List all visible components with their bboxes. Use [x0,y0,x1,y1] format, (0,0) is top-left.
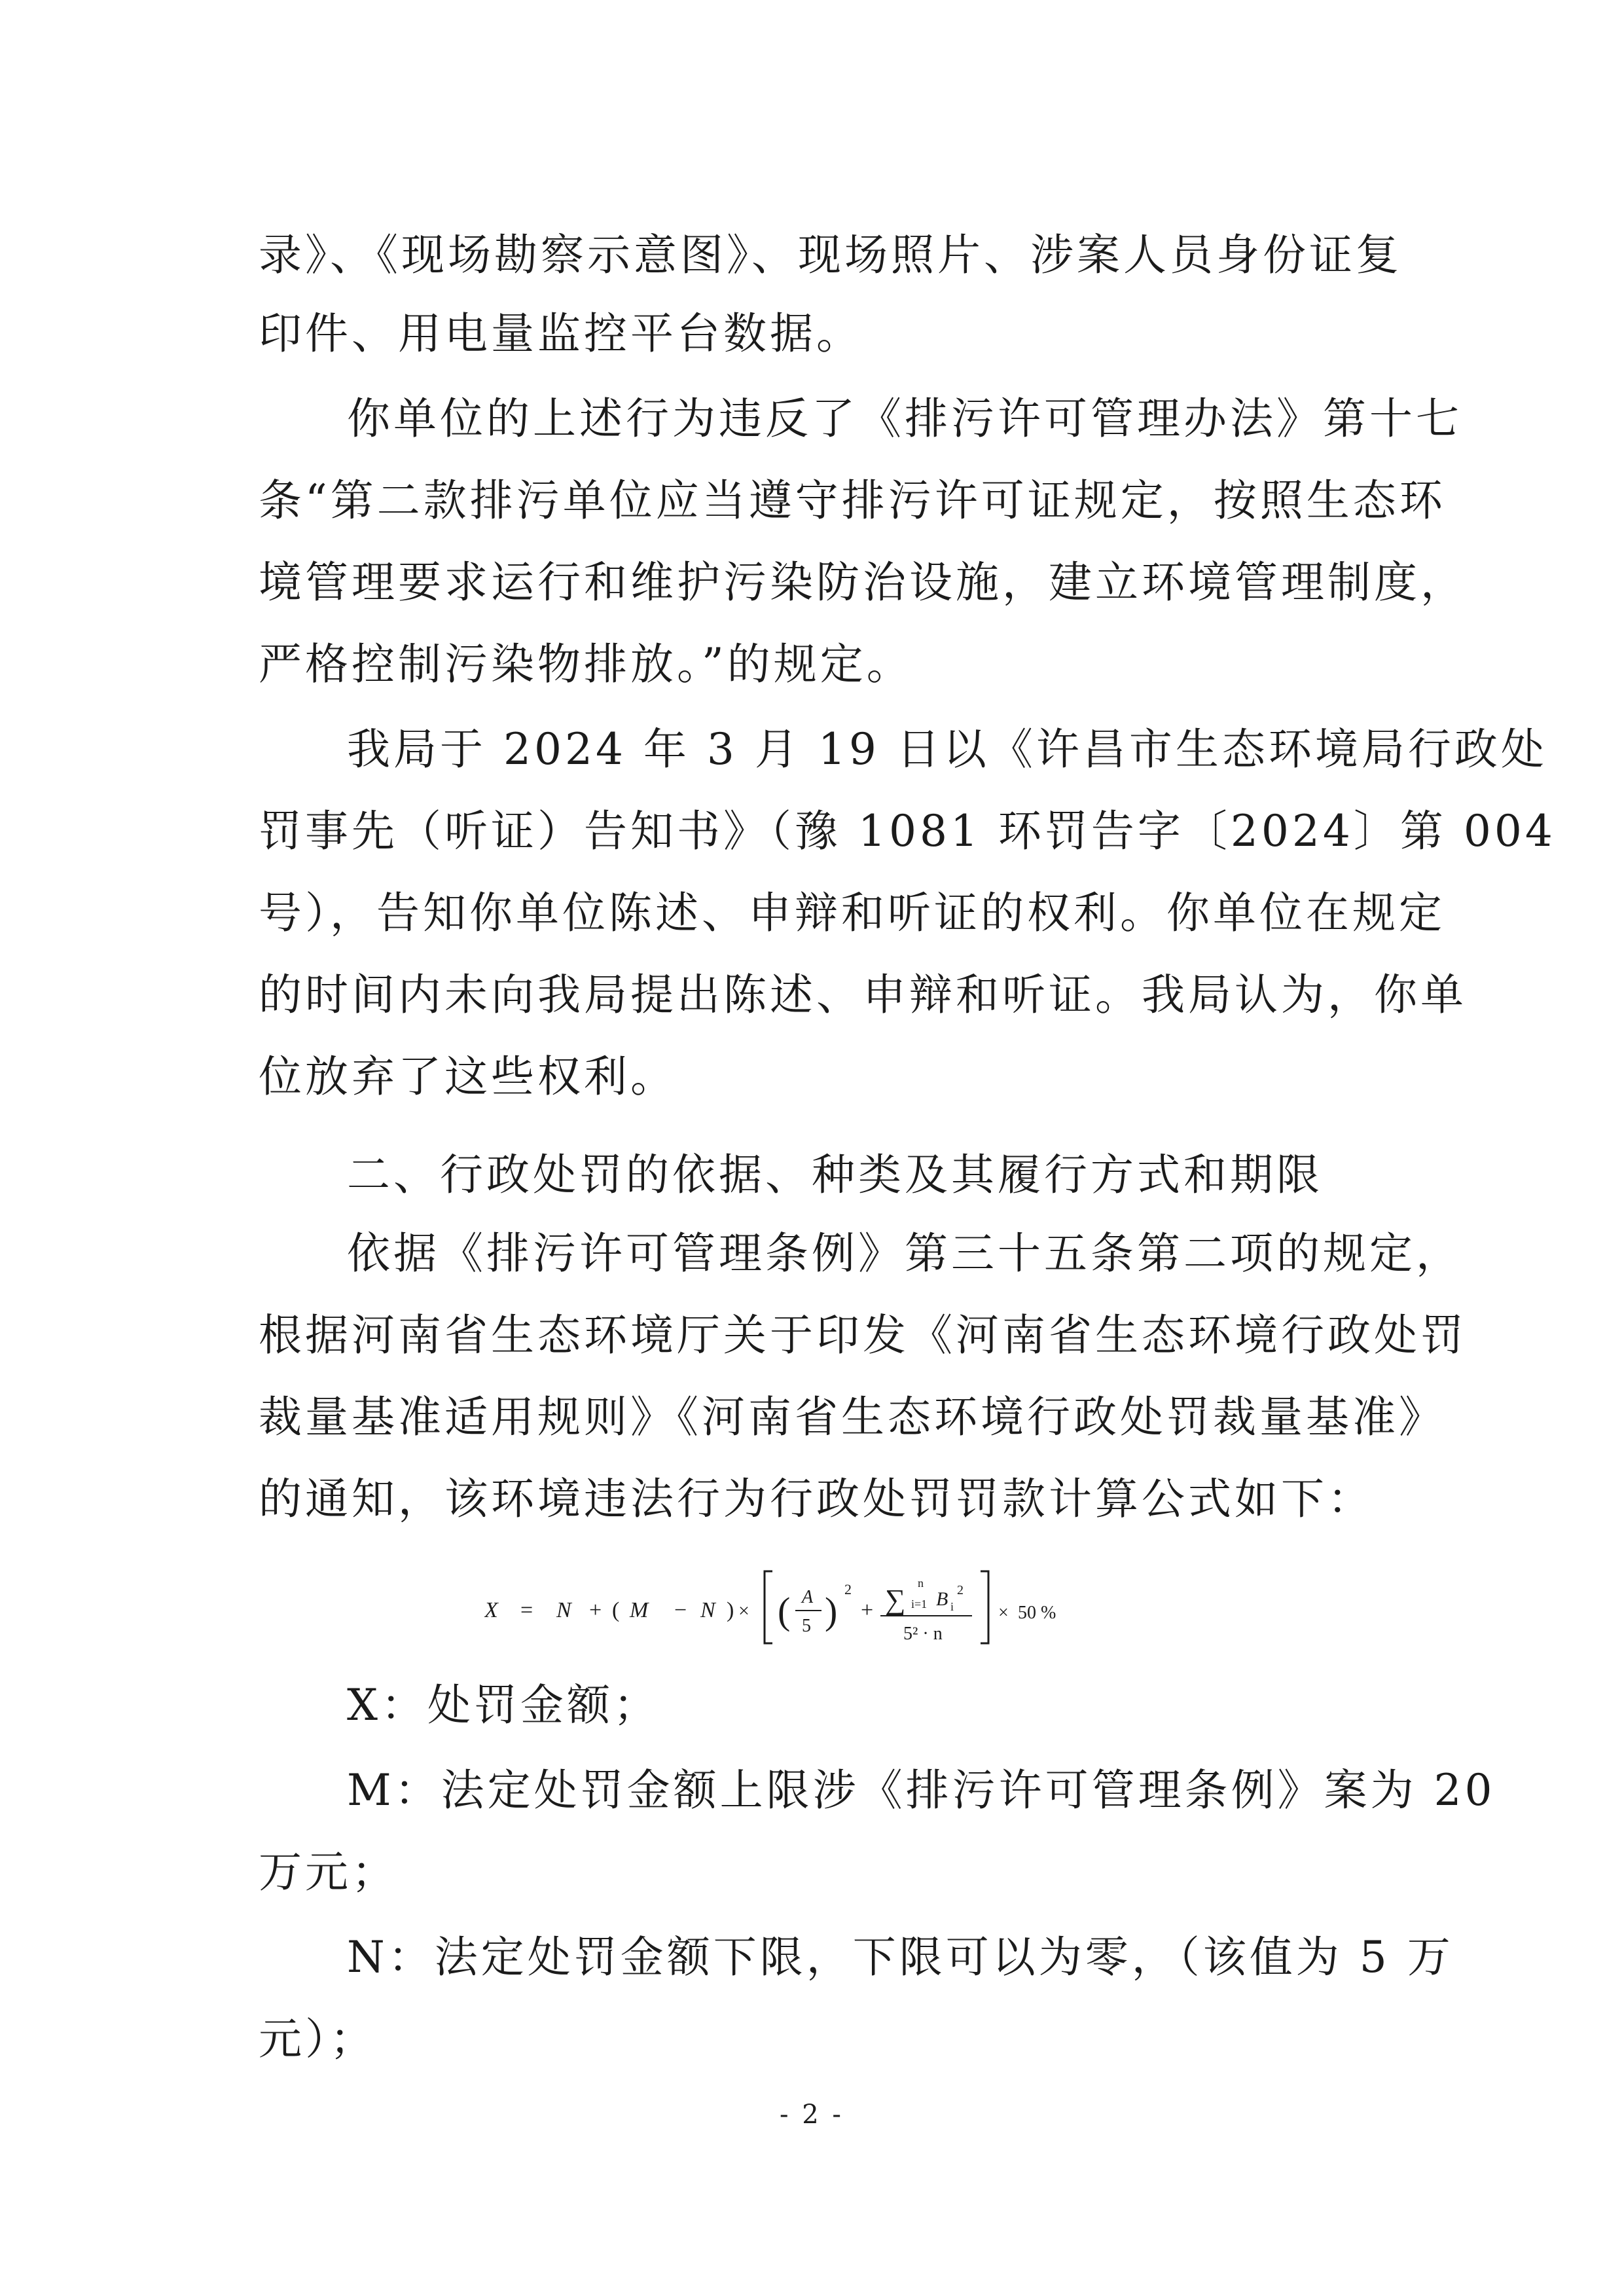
formula-sum-lower: i=1 [911,1597,928,1611]
variable-definition-n: N：法定处罚金额下限，下限可以为零，（该值为 5 万 [347,1932,1454,1982]
formula-n2: N [700,1598,715,1622]
body-text-line: 印件、用电量监控平台数据。 [259,308,863,359]
body-text-line: 录》、《现场勘察示意图》、现场照片、涉案人员身份证复 [259,230,1402,280]
formula-paren-left: ( [778,1590,791,1632]
formula-square: 2 [844,1581,852,1597]
formula-five: 5 [802,1616,811,1636]
formula-plus2: + [861,1598,874,1622]
body-text-line: 号），告知你单位陈述、申辩和听证的权利。你单位在规定 [259,888,1445,938]
body-text-line: 裁量基准适用规则》《河南省生态环境行政处罚裁量基准》 [259,1392,1445,1442]
formula-times2: × [998,1603,1009,1623]
paragraph-first-line: 依据《排污许可管理条例》第三十五条第二项的规定， [347,1228,1462,1279]
formula-sigma: ∑ [885,1584,906,1616]
formula-a: A [802,1587,814,1607]
formula-denominator: 5² · n [903,1624,943,1644]
formula-sum-upper: n [918,1576,924,1590]
formula-b-square: 2 [957,1583,964,1597]
formula-times: × [738,1600,749,1622]
paragraph-first-line: 你单位的上述行为违反了《排污许可管理办法》第十七 [347,393,1462,444]
body-text-line: 根据河南省生态环境厅关于印发《河南省生态环境行政处罚 [259,1310,1467,1360]
paragraph-first-line: 我局于 2024 年 3 月 19 日以《许昌市生态环境局行政处 [347,724,1547,774]
fine-calculation-formula [484,1558,1172,1656]
section-heading: 二、行政处罚的依据、种类及其履行方式和期限 [347,1150,1323,1200]
formula-left-bracket [765,1571,772,1643]
formula-percent: 50 % [1018,1603,1056,1623]
body-text-line: 的通知，该环境违法行为行政处罚罚款计算公式如下： [259,1474,1374,1524]
body-text-line: 罚事先（听证）告知书》（豫 1081 环罚告字〔2024〕第 004 [259,806,1556,856]
formula-b: B [936,1588,948,1610]
formula-plus: + [589,1598,602,1622]
variable-definition-x: X：处罚金额； [347,1680,660,1730]
page-number: - 2 - [780,2100,844,2130]
body-text-line: 的时间内未向我局提出陈述、申辩和听证。我局认为，你单 [259,970,1467,1020]
body-text-line: 元）； [259,2014,376,2064]
body-text-line: 严格控制污染物排放。”的规定。 [259,639,913,689]
variable-definition-m: M：法定处罚金额上限涉《排污许可管理条例》案为 20 [347,1765,1496,1815]
formula-b-sub: i [950,1600,954,1613]
body-text-line: 位放弃了这些权利。 [259,1051,677,1102]
formula-paren-right: ) [825,1590,838,1632]
formula-right-bracket [981,1571,988,1643]
formula-m: M [630,1598,649,1622]
body-text-line: 条“第二款排污单位应当遵守排污许可证规定，按照生态环 [259,475,1446,526]
formula-open-paren: ( [612,1598,620,1622]
body-text-line: 万元； [259,1847,398,1897]
formula-close-paren: ) [727,1598,734,1622]
formula-minus: − [674,1598,687,1622]
formula-equals: = [520,1598,533,1622]
formula-n: N [556,1598,571,1622]
formula-x: X [484,1598,498,1622]
body-text-line: 境管理要求运行和维护污染防治设施，建立环境管理制度， [259,557,1467,608]
